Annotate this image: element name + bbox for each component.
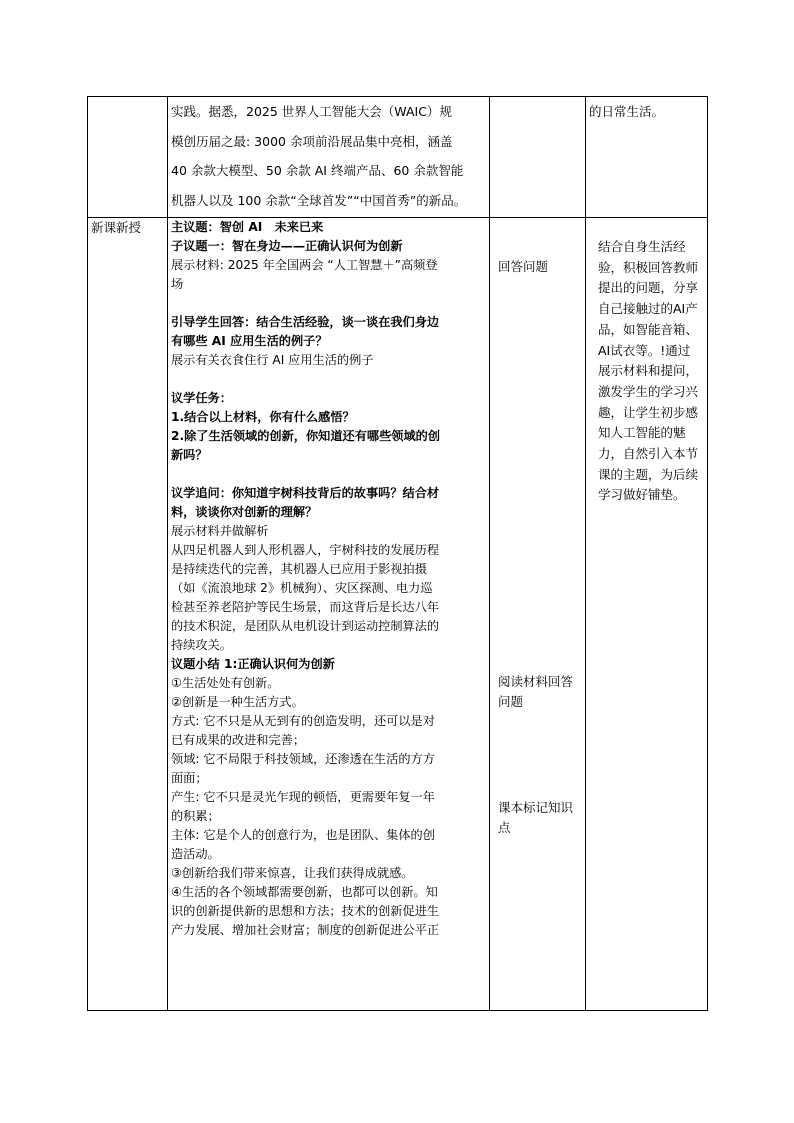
content-line: 主体: 它是个人的创意行为，也是团队、集体的创 — [171, 828, 435, 842]
content-line: 检甚至养老陪护等民生场景，而这背后是长达八年 — [171, 600, 440, 614]
content-line — [171, 370, 486, 389]
table-row — [88, 218, 708, 1011]
content-line: 产生: 它不只是灵光乍现的顿悟，更需要年复一年 — [171, 790, 435, 804]
content-line: 造活动。 — [171, 847, 220, 861]
content-line: 的技术积淀，是团队从电机设计到运动控制算法的 — [171, 619, 440, 633]
content-line: 40 余款大模型、50 余款 AI 终端产品、60 余款智能 — [171, 163, 464, 178]
content-line: 引导学生回答：结合生活经验，谈一谈在我们身边 — [171, 315, 440, 329]
lesson-plan-table — [87, 96, 708, 1011]
content-line: 展示材料并做解析 — [171, 524, 269, 538]
content-line: 领域: 它不局限于科技领域，还渗透在生活的方方 — [171, 752, 435, 766]
content-line: 已有成果的改进和完善； — [171, 733, 306, 747]
content-line: ②创新是一种生活方式。 — [171, 695, 304, 709]
intent-text: 结合自身生活经验，积极回答教师提出的问题，分享自己接触过的AI产品，如智能音箱、AI试衣等。!通过展示材料和提问，激发学生的学习兴趣，让学生初步感知人工智能的魅力，自然引入本节课的主题，为后续学习做好铺垫。 — [598, 239, 699, 503]
content-line — [171, 294, 486, 313]
content-line: ③创新给我们带来惊喜，让我们获得成就感。 — [171, 866, 414, 880]
row1-content-cell — [168, 97, 490, 218]
content-line: 场 — [171, 277, 184, 291]
content-line: 产力发展、增加社会财富；制度的创新促进公平正 — [171, 923, 440, 937]
content-line: 展示材料: 2025 年全国两会 “人工智慧＋”高频登 — [171, 258, 438, 272]
content-line: 新吗？ — [171, 448, 208, 462]
activity-answer: 回答问题 — [498, 259, 549, 274]
content-line: 实践。据悉，2025 世界人工智能大会（WAIC）规 — [171, 104, 452, 119]
content-line: 的积累； — [171, 809, 220, 823]
content-line: 议学任务： — [171, 391, 232, 405]
row2-activity-cell — [490, 218, 586, 1011]
content-line: 料，谈谈你对创新的理解？ — [171, 505, 318, 519]
content-line: 方式: 它不只是从无到有的创造发明，还可以是对 — [171, 714, 435, 728]
content-line — [171, 465, 486, 484]
content-line: 2.除了生活领域的创新，你知道还有哪些领域的创 — [171, 429, 441, 443]
content-line: 展示有关衣食住行 AI 应用生活的例子 — [171, 353, 374, 367]
content-line: 子议题一：智在身边——正确认识何为创新 — [171, 239, 403, 253]
stage-label: 新课新授 — [91, 220, 142, 235]
content-line: 模创历届之最: 3000 余项前沿展品集中亮相，涵盖 — [171, 133, 453, 149]
content-line: 议学追问：你知道宇树科技背后的故事吗？结合材 — [171, 486, 440, 500]
content-line: 从四足机器人到人形机器人，宇树科技的发展历程 — [171, 543, 440, 557]
row1-activity-cell — [490, 97, 586, 218]
intent-text: 的日常生活。 — [589, 104, 665, 119]
row2-content-cell — [168, 218, 490, 1011]
content-line: 机器人以及 100 余款“全球首发”“中国首秀”的新品。 — [171, 192, 467, 208]
activity-mark-points: 课本标记知识点 — [498, 800, 574, 835]
activity-read-answer: 阅读材料回答问题 — [498, 674, 574, 709]
content-line: 持续攻关。 — [171, 638, 232, 652]
row1-intent-cell — [586, 97, 708, 218]
row2-intent-cell — [586, 218, 708, 1011]
content-line: 议题小结 1:正确认识何为创新 — [171, 657, 335, 671]
table-row — [88, 97, 708, 218]
content-lines — [171, 218, 486, 940]
row1-stage-cell — [88, 97, 168, 218]
content-line: 有哪些 AI 应用生活的例子？ — [171, 334, 328, 348]
content-line: 1.结合以上材料，你有什么感悟？ — [171, 410, 355, 424]
content-line: 主议题：智创 AI 未来已来 — [171, 220, 324, 234]
content-line: 是持续迭代的完善，其机器人已应用于影视拍摄 — [171, 562, 427, 576]
content-line: 识的创新提供新的思想和方法；技术的创新促进生 — [171, 904, 440, 918]
content-line: 面面； — [171, 771, 208, 785]
content-line: ④生活的各个领域都需要创新，也都可以创新。知 — [171, 885, 438, 899]
content-line: （如《流浪地球 2》机械狗）、灾区探测、电力巡 — [171, 581, 433, 595]
row2-stage-cell — [88, 218, 168, 1011]
content-line: ①生活处处有创新。 — [171, 676, 280, 690]
